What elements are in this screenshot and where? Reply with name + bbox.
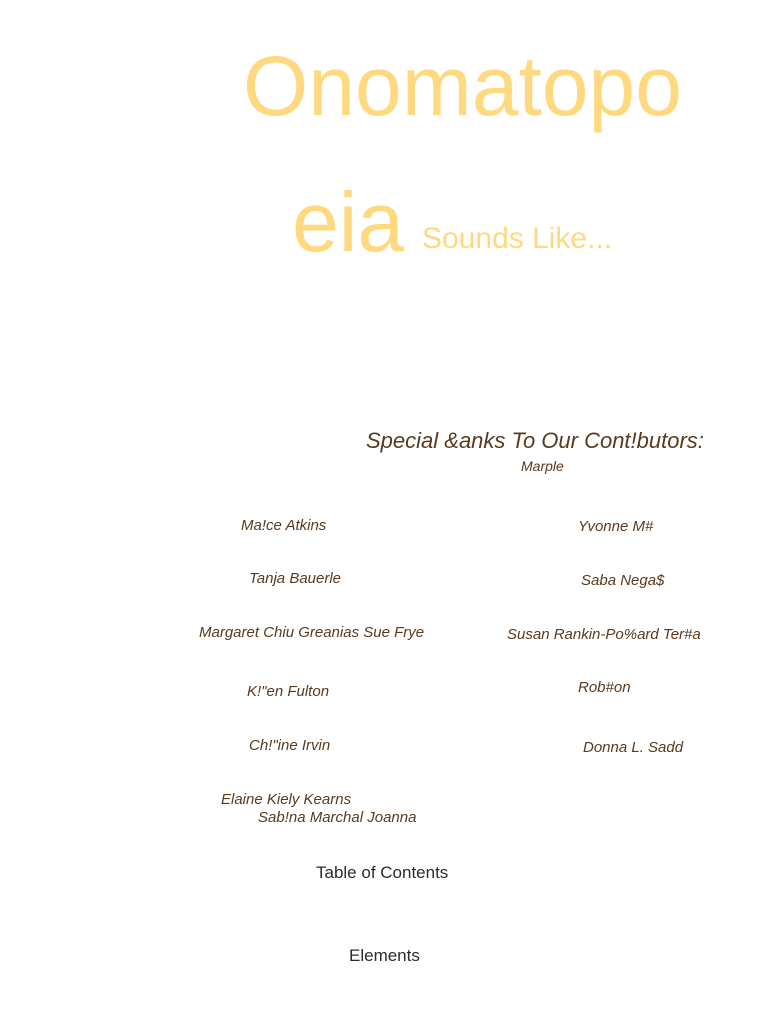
title-line-2: eia xyxy=(292,175,405,269)
subtitle: Sounds Like... xyxy=(422,222,613,255)
contributor-name: Ch!"ine Irvin xyxy=(249,737,331,754)
contributor-name: Sab!na Marchal Joanna xyxy=(258,809,417,826)
contributor-name: Donna L. Sadd xyxy=(583,739,684,756)
contributor-name: Tanja Bauerle xyxy=(249,570,342,587)
contributor-name: K!"en Fulton xyxy=(247,683,330,700)
contributor-name: Marple xyxy=(521,458,564,474)
contributor-name: Ma!ce Atkins xyxy=(241,517,327,534)
thanks-heading: Special &anks To Our Cont!butors: xyxy=(366,428,704,453)
elements-heading: Elements xyxy=(349,946,420,965)
table-of-contents-heading: Table of Contents xyxy=(316,863,449,882)
contributor-name: Elaine Kiely Kearns xyxy=(221,791,352,808)
title-line-1: Onomatopo xyxy=(243,39,682,133)
contributor-name: Rob#on xyxy=(578,679,631,696)
contributor-name: Susan Rankin-Po%ard Ter#a xyxy=(507,626,701,643)
contributor-name: Yvonne M# xyxy=(578,518,654,535)
contributor-name: Margaret Chiu Greanias Sue Frye xyxy=(199,624,425,641)
contributor-name: Saba Nega$ xyxy=(581,572,665,589)
